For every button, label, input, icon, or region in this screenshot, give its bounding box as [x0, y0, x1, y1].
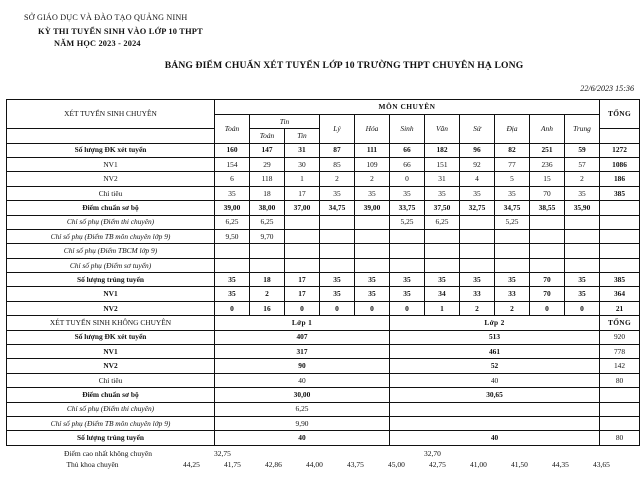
cell-value: 39,00	[215, 201, 250, 215]
valedictorian-value: 43,75	[347, 459, 364, 469]
cell-value: 160	[215, 143, 250, 157]
cell-value: 111	[355, 143, 390, 157]
cell-value: 35	[320, 186, 355, 200]
cell-total: 80	[600, 431, 640, 445]
cell-value: 87	[320, 143, 355, 157]
cell-value: 35	[355, 287, 390, 301]
subject-header-dia: Địa	[495, 114, 530, 143]
cell-lop2	[390, 402, 600, 416]
cell-value	[565, 244, 600, 258]
cell-value: 34,75	[320, 201, 355, 215]
cell-lop1: 90	[215, 359, 390, 373]
cell-value	[390, 229, 425, 243]
tong-header-2: TỔNG	[600, 316, 640, 330]
row-label: Chỉ số phụ (Điểm thi chuyên)	[7, 215, 215, 229]
row-label: NV2	[7, 359, 215, 373]
cell-total	[600, 388, 640, 402]
valedictorian-value: 44,00	[306, 459, 323, 469]
cell-value	[565, 229, 600, 243]
cell-lop1: 6,25	[215, 402, 390, 416]
cell-value: 35	[390, 273, 425, 287]
cell-total	[600, 258, 640, 272]
cell-value	[530, 229, 565, 243]
cell-value: 17	[285, 273, 320, 287]
valedictorian-value: 42,75	[429, 459, 446, 469]
table-row	[7, 431, 640, 445]
cell-value: 2	[495, 301, 530, 315]
school-year: NĂM HỌC 2023 - 2024	[54, 38, 141, 48]
cell-value: 151	[425, 157, 460, 171]
section-2-body	[7, 330, 640, 445]
row-label: Chỉ tiêu	[7, 186, 215, 200]
cell-value: 35	[215, 273, 250, 287]
row-label: Số lượng trúng tuyển	[7, 431, 215, 445]
cell-value: 35	[565, 186, 600, 200]
cell-value	[320, 229, 355, 243]
cell-lop2: 513	[390, 330, 600, 344]
cell-value: 6,25	[215, 215, 250, 229]
cell-lop1: 407	[215, 330, 390, 344]
cell-total: 385	[600, 186, 640, 200]
cell-value: 59	[565, 143, 600, 157]
row-label: NV2	[7, 172, 215, 186]
cell-value: 35	[215, 287, 250, 301]
cell-value: 2	[460, 301, 495, 315]
cell-value	[495, 229, 530, 243]
cell-value	[355, 229, 390, 243]
valedictorian-value: 45,00	[388, 459, 405, 469]
table-row	[7, 359, 640, 373]
section-2-header-row	[7, 316, 640, 330]
valedictorian-value: 42,86	[265, 459, 282, 469]
cell-lop1: 40	[215, 431, 390, 445]
cell-value: 35	[320, 273, 355, 287]
cell-value: 35	[495, 186, 530, 200]
subject-header-toan: Toán	[215, 114, 250, 143]
cell-value: 96	[460, 143, 495, 157]
section-2-title: XÉT TUYỂN SINH KHÔNG CHUYÊN	[7, 316, 215, 330]
cell-value: 236	[530, 157, 565, 171]
row-label: Điểm chuẩn sơ bộ	[7, 201, 215, 215]
cell-value: 66	[390, 143, 425, 157]
page-title: BẢNG ĐIỂM CHUẨN XÉT TUYỂN LỚP 10 TRƯỜNG THPT CHUYÊN HẠ LONG	[164, 60, 524, 72]
footer-block	[6, 449, 634, 469]
timestamp: 22/6/2023 15:36	[580, 84, 634, 94]
cell-value: 35	[460, 186, 495, 200]
highest-nonspec-values	[210, 449, 634, 458]
cell-value: 70	[530, 273, 565, 287]
cell-value: 33,75	[390, 201, 425, 215]
cell-value	[285, 258, 320, 272]
cell-value: 35	[390, 186, 425, 200]
valedictorian-value: 44,35	[552, 459, 569, 469]
cell-value: 35	[390, 287, 425, 301]
cell-value	[460, 244, 495, 258]
cell-value: 0	[390, 172, 425, 186]
cell-total: 21	[600, 301, 640, 315]
cell-value	[460, 215, 495, 229]
cell-value	[285, 229, 320, 243]
cell-value	[390, 244, 425, 258]
cell-lop2: 40	[390, 431, 600, 445]
cell-value: 35,90	[565, 201, 600, 215]
cell-value	[285, 215, 320, 229]
cell-value	[320, 215, 355, 229]
highest-nonspec-lop2: 32,70	[424, 448, 441, 458]
cell-value: 18	[250, 186, 285, 200]
spacer-tong	[600, 129, 640, 143]
table-row	[7, 229, 640, 243]
valedictorian-value: 44,25	[183, 459, 200, 469]
tong-header: TỔNG	[600, 100, 640, 129]
cell-value: 16	[250, 301, 285, 315]
row-label: Số lượng ĐK xét tuyển	[7, 330, 215, 344]
department-name: SỞ GIÁO DỤC VÀ ĐÀO TẠO QUẢNG NINH	[24, 13, 188, 22]
cell-value: 5	[495, 172, 530, 186]
subject-header-tin-toan: Toán	[250, 129, 285, 143]
cell-value: 85	[320, 157, 355, 171]
cell-lop1: 9,90	[215, 417, 390, 431]
cell-total	[600, 229, 640, 243]
subject-header-su: Sử	[460, 114, 495, 143]
cell-total: 80	[600, 373, 640, 387]
cell-value: 0	[390, 301, 425, 315]
cell-value: 17	[285, 287, 320, 301]
cell-lop1: 30,00	[215, 388, 390, 402]
cell-value	[215, 244, 250, 258]
table-row	[7, 301, 640, 315]
table-row	[7, 287, 640, 301]
cell-value: 37,00	[285, 201, 320, 215]
highest-nonspec-label: Điểm cao nhất không chuyên	[64, 448, 152, 458]
cell-value	[355, 244, 390, 258]
valedictorian-values	[179, 460, 634, 469]
table-row	[7, 157, 640, 171]
cell-value: 2	[355, 172, 390, 186]
lop1-header: Lớp 1	[215, 316, 390, 330]
cell-total: 385	[600, 273, 640, 287]
footer-row-highest-nonspecialized	[6, 449, 634, 458]
row-label: Chỉ số phụ (Điểm thi chuyên)	[7, 402, 215, 416]
subject-header-tin-tin: Tin	[285, 129, 320, 143]
row-label: Chỉ số phụ (Điểm sơ tuyển)	[7, 258, 215, 272]
row-label: NV1	[7, 157, 215, 171]
cell-value: 109	[355, 157, 390, 171]
cell-value	[530, 258, 565, 272]
cell-value	[530, 215, 565, 229]
section-1-title: XÉT TUYỂN SINH CHUYÊN	[7, 100, 215, 129]
cell-value: 31	[285, 143, 320, 157]
mon-chuyen-header: MÔN CHUYÊN	[215, 100, 600, 114]
cell-value: 38,00	[250, 201, 285, 215]
row-label: Điểm chuẩn sơ bộ	[7, 388, 215, 402]
subject-header-trung: Trung	[565, 114, 600, 143]
cell-value: 66	[390, 157, 425, 171]
cell-value	[320, 244, 355, 258]
cell-total: 142	[600, 359, 640, 373]
cell-value: 70	[530, 287, 565, 301]
cell-value: 15	[530, 172, 565, 186]
subject-header-anh: Anh	[530, 114, 565, 143]
cell-value: 92	[460, 157, 495, 171]
exam-name: KỲ THI TUYỂN SINH VÀO LỚP 10 THPT	[38, 26, 203, 36]
table-row	[7, 186, 640, 200]
cell-value: 2	[250, 287, 285, 301]
row-label: Chỉ số phụ (Điểm TB môn chuyên lớp 9)	[7, 229, 215, 243]
cell-value	[425, 229, 460, 243]
table-row	[7, 258, 640, 272]
table-row	[7, 273, 640, 287]
cell-value: 29	[250, 157, 285, 171]
document-header	[0, 0, 640, 50]
cell-value: 35	[355, 273, 390, 287]
cell-value	[250, 244, 285, 258]
cell-value: 31	[425, 172, 460, 186]
cell-lop2: 52	[390, 359, 600, 373]
cell-value: 33	[495, 287, 530, 301]
cell-total: 1272	[600, 143, 640, 157]
subject-header-sinh: Sinh	[390, 114, 425, 143]
cell-total: 920	[600, 330, 640, 344]
row-label: Số lượng trúng tuyển	[7, 273, 215, 287]
cell-total: 778	[600, 345, 640, 359]
cell-value: 34	[425, 287, 460, 301]
cell-value: 0	[320, 301, 355, 315]
cell-lop1: 317	[215, 345, 390, 359]
cell-value	[565, 215, 600, 229]
cell-value	[425, 258, 460, 272]
cell-value	[495, 244, 530, 258]
cell-total: 1086	[600, 157, 640, 171]
cell-value: 30	[285, 157, 320, 171]
cell-value: 57	[565, 157, 600, 171]
cell-total	[600, 417, 640, 431]
cell-value	[320, 258, 355, 272]
cell-value: 38,55	[530, 201, 565, 215]
valedictorian-value: 41,50	[511, 459, 528, 469]
cell-total: 186	[600, 172, 640, 186]
cell-value: 35	[460, 273, 495, 287]
cell-value: 0	[355, 301, 390, 315]
table-row	[7, 215, 640, 229]
cell-lop2	[390, 417, 600, 431]
cell-value: 70	[530, 186, 565, 200]
table-header-row-1	[7, 100, 640, 114]
table-row	[7, 417, 640, 431]
cell-value: 5,25	[390, 215, 425, 229]
cell-value: 1	[285, 172, 320, 186]
cell-value: 9,50	[215, 229, 250, 243]
table-row	[7, 402, 640, 416]
cell-value: 154	[215, 157, 250, 171]
cell-value: 0	[530, 301, 565, 315]
cell-total	[600, 201, 640, 215]
cell-value: 1	[425, 301, 460, 315]
cell-value: 35	[565, 287, 600, 301]
row-label: NV1	[7, 345, 215, 359]
cell-value	[460, 229, 495, 243]
cell-value: 35	[425, 273, 460, 287]
cell-lop2: 40	[390, 373, 600, 387]
cell-value	[495, 258, 530, 272]
row-label: Chỉ tiêu	[7, 373, 215, 387]
cell-value	[460, 258, 495, 272]
cell-value: 35	[355, 186, 390, 200]
cell-value	[390, 258, 425, 272]
subject-header-van: Văn	[425, 114, 460, 143]
cell-value	[250, 258, 285, 272]
cell-value	[530, 244, 565, 258]
cell-total	[600, 244, 640, 258]
cell-value	[425, 244, 460, 258]
table-row	[7, 172, 640, 186]
table-row	[7, 201, 640, 215]
footer-row-valedictorian	[6, 460, 634, 469]
table-row	[7, 143, 640, 157]
admission-score-table	[6, 99, 640, 445]
row-label: NV1	[7, 287, 215, 301]
cell-value: 5,25	[495, 215, 530, 229]
spacer-section-label	[7, 129, 215, 143]
cell-value: 2	[565, 172, 600, 186]
subject-header-ly: Lý	[320, 114, 355, 143]
cell-value: 0	[565, 301, 600, 315]
cell-value: 9,70	[250, 229, 285, 243]
cell-value: 32,75	[460, 201, 495, 215]
lop2-header: Lớp 2	[390, 316, 600, 330]
cell-value: 34,75	[495, 201, 530, 215]
cell-value: 39,00	[355, 201, 390, 215]
cell-value	[355, 258, 390, 272]
cell-lop2: 461	[390, 345, 600, 359]
subject-header-tin-group: Tin	[250, 114, 320, 128]
cell-value: 35	[425, 186, 460, 200]
cell-value: 4	[460, 172, 495, 186]
cell-value	[355, 215, 390, 229]
cell-value: 147	[250, 143, 285, 157]
table-row	[7, 244, 640, 258]
cell-value: 251	[530, 143, 565, 157]
cell-lop2: 30,65	[390, 388, 600, 402]
cell-value: 0	[215, 301, 250, 315]
row-label: NV2	[7, 301, 215, 315]
cell-total	[600, 215, 640, 229]
cell-value	[565, 258, 600, 272]
cell-value: 0	[285, 301, 320, 315]
row-label: Chỉ số phụ (Điểm TBCM lớp 9)	[7, 244, 215, 258]
cell-value: 118	[250, 172, 285, 186]
cell-value: 6	[215, 172, 250, 186]
table-row	[7, 373, 640, 387]
table-row	[7, 345, 640, 359]
cell-value: 17	[285, 186, 320, 200]
cell-value: 182	[425, 143, 460, 157]
cell-value: 77	[495, 157, 530, 171]
cell-lop1: 40	[215, 373, 390, 387]
cell-value: 35	[320, 287, 355, 301]
cell-value: 2	[320, 172, 355, 186]
row-label: Chỉ số phụ (Điểm TB môn chuyên lớp 9)	[7, 417, 215, 431]
row-label: Số lượng ĐK xét tuyển	[7, 143, 215, 157]
cell-value: 35	[215, 186, 250, 200]
cell-value: 35	[565, 273, 600, 287]
cell-total: 364	[600, 287, 640, 301]
valedictorian-value: 41,75	[224, 459, 241, 469]
valedictorian-label: Thủ khoa chuyên	[66, 459, 119, 469]
cell-value: 82	[495, 143, 530, 157]
timestamp-row	[0, 78, 640, 96]
cell-value: 6,25	[250, 215, 285, 229]
cell-value: 6,25	[425, 215, 460, 229]
cell-value: 18	[250, 273, 285, 287]
cell-value: 33	[460, 287, 495, 301]
section-1-body	[7, 143, 640, 316]
subject-header-hoa: Hóa	[355, 114, 390, 143]
table-row	[7, 330, 640, 344]
cell-value: 35	[495, 273, 530, 287]
highest-nonspec-lop1: 32,75	[214, 448, 231, 458]
cell-value	[215, 258, 250, 272]
cell-value: 37,50	[425, 201, 460, 215]
cell-value	[285, 244, 320, 258]
cell-total	[600, 402, 640, 416]
valedictorian-value: 43,65	[593, 459, 610, 469]
table-row	[7, 388, 640, 402]
valedictorian-value: 41,00	[470, 459, 487, 469]
